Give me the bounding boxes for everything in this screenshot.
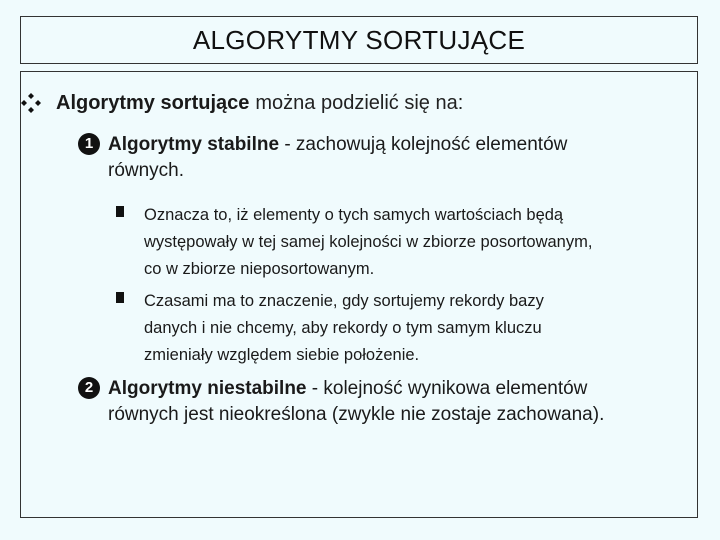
intro-line (20, 91, 680, 115)
list-item-unstable (78, 376, 688, 428)
diamond-bullet-icon (20, 92, 42, 114)
number-badge-2-icon: 2 (78, 377, 100, 399)
sub-item-1-line1: Oznacza to, iż elementy o tych samych wartościach będą (144, 206, 564, 224)
sub-item-2-line3: zmieniały względem siebie położenie. (144, 346, 420, 364)
sub-item-1-line3: co w zbiorze nieposortowanym. (144, 260, 375, 278)
item-2-rest: - kolejność wynikowa elementów (306, 378, 588, 399)
number-badge-1-icon: 1 (78, 133, 100, 155)
sub-item-1-line2: występowały w tej samej kolejności w zbiorze posortowanym, (144, 233, 593, 251)
square-bullet-icon (116, 292, 124, 303)
sub-item-2-line2: danych i nie chcemy, aby rekordy o tym samym kluczu (144, 319, 542, 337)
sub-item-2-line1: Czasami ma to znaczenie, gdy sortujemy rekordy bazy (144, 292, 544, 310)
intro-bold: Algorytmy sortujące (56, 92, 250, 114)
item-1-line2: równych. (108, 160, 185, 181)
item-2-line2: równych jest nieokreślona (zwykle nie zostaje zachowana). (108, 404, 605, 425)
item-1-rest: - zachowują kolejność elementów (279, 134, 568, 155)
square-bullet-icon (116, 206, 124, 217)
item-1-bold: Algorytmy stabilne (108, 134, 280, 155)
sub-item-2 (110, 288, 700, 369)
sub-item-1 (110, 202, 700, 283)
list-item-stable (78, 132, 688, 184)
slide-title: ALGORYTMY SORTUJĄCE (192, 24, 526, 55)
item-2-bold: Algorytmy niestabilne (108, 378, 307, 399)
intro-rest: można podzielić się na: (255, 92, 464, 114)
title-box (20, 16, 698, 64)
